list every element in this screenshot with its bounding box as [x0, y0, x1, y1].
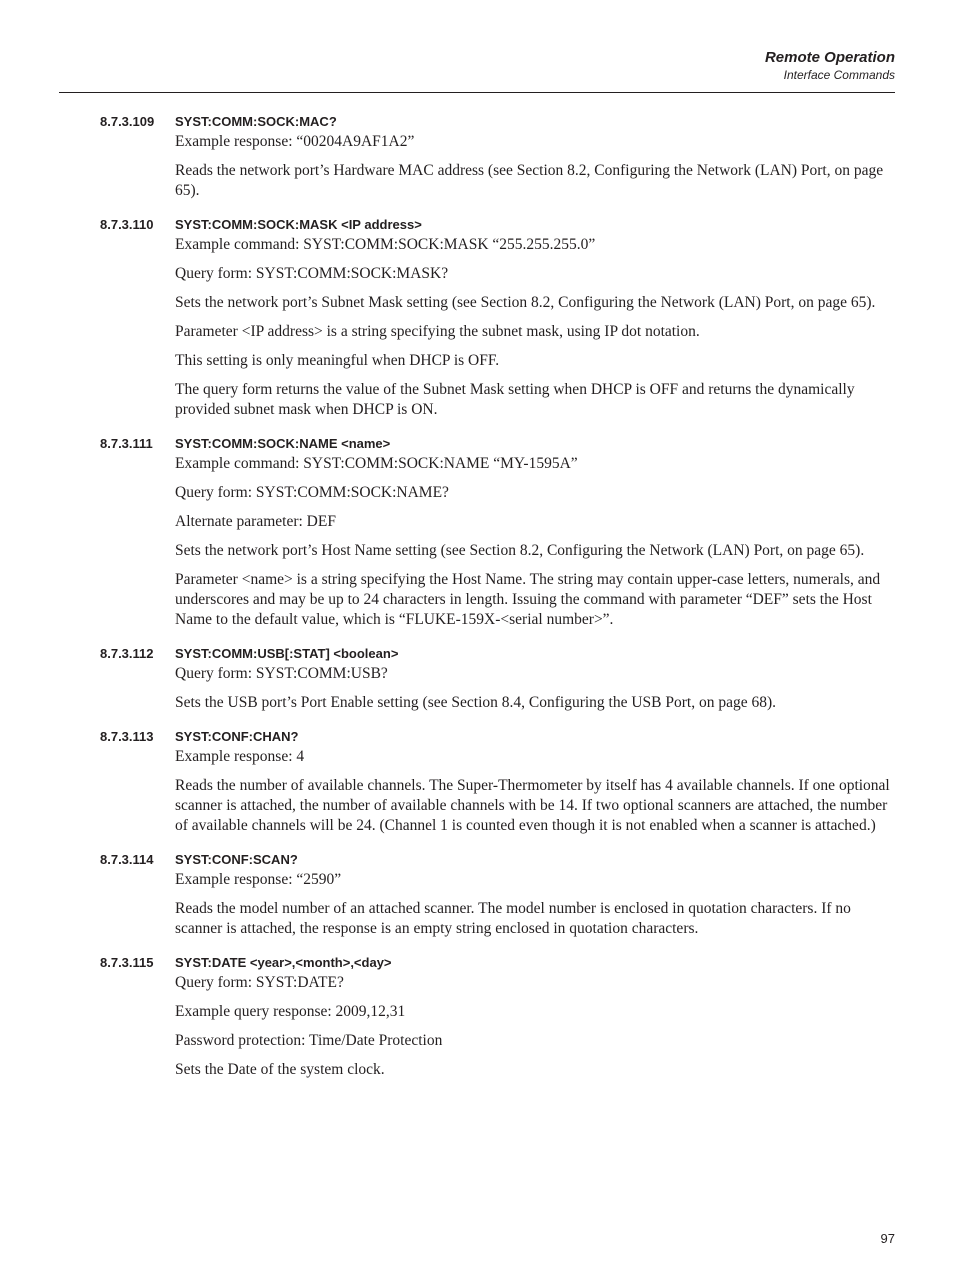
command-name: SYST:COMM:SOCK:MAC? [175, 114, 337, 129]
body-paragraph: The query form returns the value of the Subnet Mask setting when DHCP is OFF and returns the dynamically provided subnet mask when DHCP is ON. [175, 381, 855, 418]
body-paragraph: Parameter <name> is a string specifying the Host Name. The string may contain upper-case letters, numerals, and underscores and may be up to 24 characters in length. Issuing the command with parameter “DEF” sets the Host Name to the default value, which is “FLUKE-159X-<serial number>”. [175, 571, 881, 628]
section-number: 8.7.3.109 [100, 114, 155, 129]
body-paragraph: Query form: SYST:COMM:SOCK:NAME? [175, 484, 449, 501]
body-paragraph: Example command: SYST:COMM:SOCK:NAME “MY-1595A” [175, 455, 578, 472]
command-section [0, 434, 954, 630]
section-heading [0, 953, 954, 973]
body-paragraph: Example response: “00204A9AF1A2” [175, 133, 415, 150]
body-paragraph: Example query response: 2009,12,31 [175, 1003, 406, 1020]
body-paragraph: Password protection: Time/Date Protection [175, 1032, 443, 1049]
body-paragraph: Sets the network port’s Subnet Mask setting (see Section 8.2, Configuring the Network (LAN) Port, on page 65). [175, 294, 876, 311]
command-section [0, 953, 954, 1080]
body-paragraph: Query form: SYST:COMM:USB? [175, 665, 388, 682]
section-number: 8.7.3.114 [100, 852, 154, 867]
section-number: 8.7.3.113 [100, 729, 154, 744]
body-paragraph: Parameter <IP address> is a string specifying the subnet mask, using IP dot notation. [175, 323, 700, 340]
body-paragraph: Query form: SYST:DATE? [175, 974, 344, 991]
body-paragraph: Example response: 4 [175, 748, 305, 765]
command-section [0, 215, 954, 420]
body-paragraph: Reads the number of available channels. The Super-Thermometer by itself has 4 available channels. If one optional scanner is attached, the number of available channels with be 14. If two optional scanners are attached, the number of available channels will be 24. (Channel 1 is counted even though it is not enabled when a scanner is attached.) [175, 777, 890, 834]
body-paragraph: Reads the model number of an attached scanner. The model number is enclosed in quotation characters. If no scanner is attached, the response is an empty string enclosed in quotation characters. [175, 900, 851, 937]
command-name: SYST:COMM:SOCK:MASK <IP address> [175, 217, 422, 232]
command-section [0, 850, 954, 939]
command-section [0, 727, 954, 836]
command-section [0, 644, 954, 713]
command-name: SYST:COMM:USB[:STAT] <boolean> [175, 646, 399, 661]
section-heading [0, 850, 954, 870]
section-number: 8.7.3.111 [100, 436, 153, 451]
body-paragraph: Reads the network port’s Hardware MAC address (see Section 8.2, Configuring the Network (LAN) Port, on page 65). [175, 162, 884, 199]
body-paragraph: Query form: SYST:COMM:SOCK:MASK? [175, 265, 449, 282]
section-heading [0, 644, 954, 664]
command-name: SYST:CONF:CHAN? [175, 729, 299, 744]
command-name: SYST:CONF:SCAN? [175, 852, 298, 867]
section-number: 8.7.3.115 [100, 955, 154, 970]
command-name: SYST:DATE <year>,<month>,<day> [175, 955, 392, 970]
command-section [0, 112, 954, 201]
page-number: 97 [880, 1231, 895, 1246]
command-name: SYST:COMM:SOCK:NAME <name> [175, 436, 391, 451]
section-number: 8.7.3.112 [100, 646, 154, 661]
body-paragraph: Sets the network port’s Host Name setting (see Section 8.2, Configuring the Network (LAN) Port, on page 65). [175, 542, 865, 559]
body-paragraph: Sets the USB port’s Port Enable setting (see Section 8.4, Configuring the USB Port, on page 68). [175, 694, 777, 711]
body-paragraph: Alternate parameter: DEF [175, 513, 336, 530]
header-rule [59, 92, 895, 93]
body-paragraph: Example command: SYST:COMM:SOCK:MASK “255.255.255.0” [175, 236, 596, 253]
body-paragraph: Example response: “2590” [175, 871, 342, 888]
section-heading [0, 112, 954, 132]
page-header [765, 48, 895, 83]
section-heading [0, 727, 954, 747]
body-paragraph: This setting is only meaningful when DHCP is OFF. [175, 352, 500, 369]
section-heading [0, 434, 954, 454]
body-paragraph: Sets the Date of the system clock. [175, 1061, 385, 1078]
section-number: 8.7.3.110 [100, 217, 154, 232]
page-content [0, 112, 954, 1094]
section-heading [0, 215, 954, 235]
chapter-subtitle: Interface Commands [783, 68, 895, 82]
chapter-title: Remote Operation [764, 49, 895, 66]
